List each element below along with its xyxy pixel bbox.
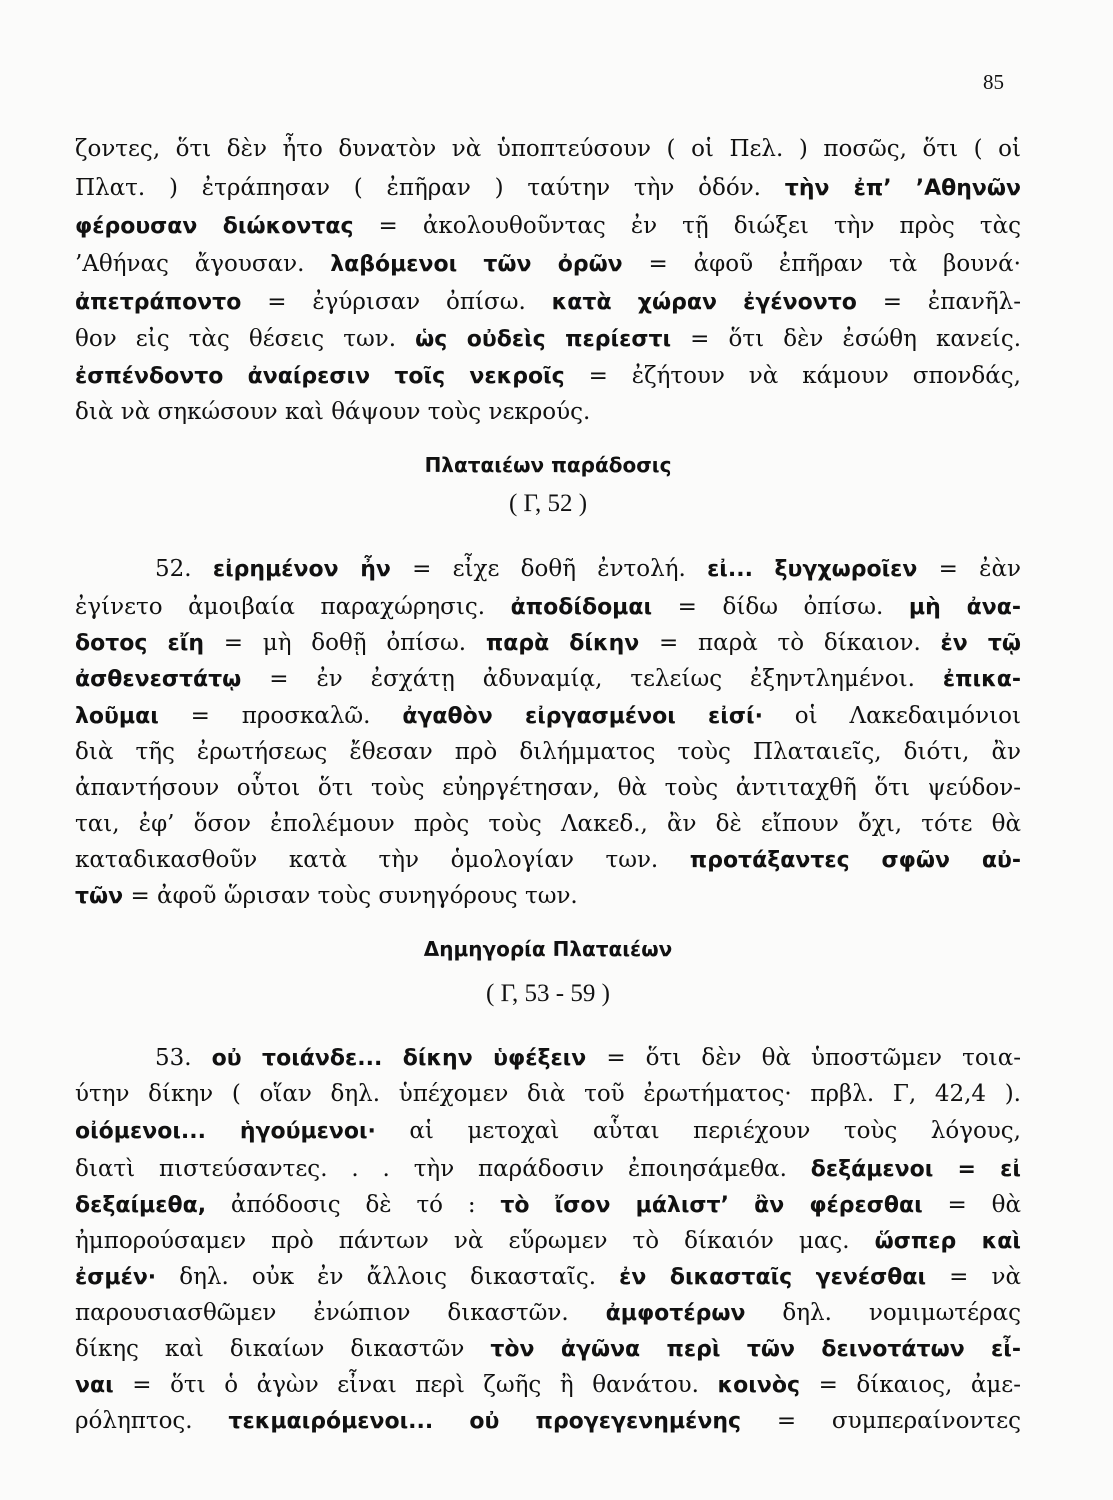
section-ref-1: ( Γ, 52 )	[508, 490, 588, 517]
para2-line-9: καταδικασθοῦν κατὰ τὴν ὁμολογίαν των. προτάξαντες σφῶν αὐ-	[75, 847, 1021, 873]
section-title-dimigoria-plataieon: Δημηγορία Πλαταιέων	[423, 937, 673, 961]
para3-line-4: διατὶ πιστεύσαντες. . . τὴν παράδοσιν ἐποιησάμεθα. δεξάμενοι = εἰ	[75, 1156, 1021, 1182]
para3-line-1: 53. οὐ τοιάνδε... δίκην ὑφέξειν = ὅτι δὲν θὰ ὑποστῶμεν τοια-	[155, 1045, 1021, 1071]
para2-line-6: διὰ τῆς ἐρωτήσεως ἔθεσαν πρὸ διλήμματος τοὺς Πλαταιεῖς, διότι, ἂν	[75, 739, 1021, 765]
para2-line-8: ται, ἐφ’ ὅσον ἐπολέμουν πρὸς τοὺς Λακεδ., ἂν δὲ εἴπουν ὄχι, τότε θὰ	[75, 811, 1021, 837]
section-title-plataieon-paradosis: Πλαταιέων παράδοσις	[424, 453, 672, 477]
para1-line-6: θον εἰς τὰς θέσεις των. ὡς οὐδεὶς περίεστι = ὅτι δὲν ἐσώθη κανείς.	[75, 326, 1022, 352]
para1-line-3: φέρουσαν διώκοντας = ἀκολουθοῦντας ἐν τῇ διώξει τὴν πρὸς τὰς	[75, 213, 1021, 239]
para3-line-8: παρουσιασθῶμεν ἐνώπιον δικαστῶν. ἀμφοτέρων δηλ. νομιμωτέρας	[75, 1300, 1021, 1326]
para2-line-7: ἀπαντήσουν οὗτοι ὅτι τοὺς εὐηργέτησαν, θὰ τοὺς ἀντιταχθῆ ὅτι ψεύδον-	[75, 775, 1021, 801]
section-ref-2: ( Γ, 53 - 59 )	[486, 980, 610, 1007]
para2-line-10: τῶν = ἀφοῦ ὥρισαν τοὺς συνηγόρους των.	[75, 883, 578, 909]
para2-line-5: λοῦμαι = προσκαλῶ. ἀγαθὸν εἰργασμένοι εἰσί· οἱ Λακεδαιμόνιοι	[75, 703, 1021, 729]
para3-line-11: ρόληπτος. τεκμαιρόμενοι... οὐ προγεγενημένης = συμπεραίνοντες	[75, 1408, 1021, 1434]
para1-line-1: ζοντες, ὅτι δὲν ἦτο δυνατὸν νὰ ὑποπτεύσουν ( οἱ Πελ. ) ποσῶς, ὅτι ( οἱ	[75, 136, 1021, 162]
para3-line-3: οἰόμενοι... ἡγούμενοι· αἱ μετοχαὶ αὗται περιέχουν τοὺς λόγους,	[75, 1118, 1021, 1144]
para3-line-7: ἐσμέν· δηλ. οὐκ ἐν ἄλλοις δικασταῖς. ἐν δικασταῖς γενέσθαι = νὰ	[75, 1264, 1022, 1290]
para3-line-10: ναι = ὅτι ὁ ἀγὼν εἶναι περὶ ζωῆς ἢ θανάτου. κοινὸς = δίκαιος, ἀμε-	[75, 1372, 1021, 1398]
para2-line-2: ἐγίνετο ἀμοιβαία παραχώρησις. ἀποδίδομαι = δίδω ὀπίσω. μὴ ἀνα-	[75, 594, 1021, 620]
para1-line-5: ἀπετράποντο = ἐγύρισαν ὀπίσω. κατὰ χώραν ἐγένοντο = ἐπανῆλ-	[75, 289, 1022, 315]
para3-line-9: δίκης καὶ δικαίων δικαστῶν τὸν ἀγῶνα περὶ τῶν δεινοτάτων εἶ-	[75, 1336, 1022, 1362]
para1-line-2: Πλατ. ) ἐτράπησαν ( ἐπῆραν ) ταύτην τὴν ὁδόν. τὴν ἐπ’ ’Αθηνῶν	[75, 175, 1022, 201]
para3-line-5: δεξαίμεθα, ἀπόδοσις δὲ τό : τὸ ἴσον μάλιστ’ ἂν φέρεσθαι = θὰ	[75, 1192, 1021, 1218]
para1-line-8: διὰ νὰ σηκώσουν καὶ θάψουν τοὺς νεκρούς.	[75, 399, 591, 425]
para3-line-2: ύτην δίκην ( οἵαν δηλ. ὑπέχομεν διὰ τοῦ ἐρωτήματος· πρβλ. Γ, 42,4 ).	[75, 1081, 1021, 1107]
para1-line-7: ἐσπένδοντο ἀναίρεσιν τοῖς νεκροῖς = ἐζήτουν νὰ κάμουν σπονδάς,	[75, 363, 1021, 389]
para2-line-4: ἀσθενεστάτῳ = ἐν ἐσχάτῃ ἀδυναμίᾳ, τελείως ἐξηντλημένοι. ἐπικα-	[75, 666, 1021, 692]
para2-line-1: 52. εἰρημένον ἦν = εἶχε δοθῆ ἐντολή. εἰ... ξυγχωροῖεν = ἐὰν	[155, 556, 1022, 582]
para2-line-3: δοτος εἴη = μὴ δοθῇ ὀπίσω. παρὰ δίκην = παρὰ τὸ δίκαιον. ἐν τῷ	[75, 630, 1021, 656]
page-number: 85	[983, 70, 1004, 94]
para3-line-6: ἠμπορούσαμεν πρὸ πάντων νὰ εὕρωμεν τὸ δίκαιόν μας. ὥσπερ καὶ	[75, 1228, 1021, 1254]
para1-line-4: ’Αθήνας ἄγουσαν. λαβόμενοι τῶν ὀρῶν = ἀφοῦ ἐπῆραν τὰ βουνά·	[75, 251, 1021, 277]
